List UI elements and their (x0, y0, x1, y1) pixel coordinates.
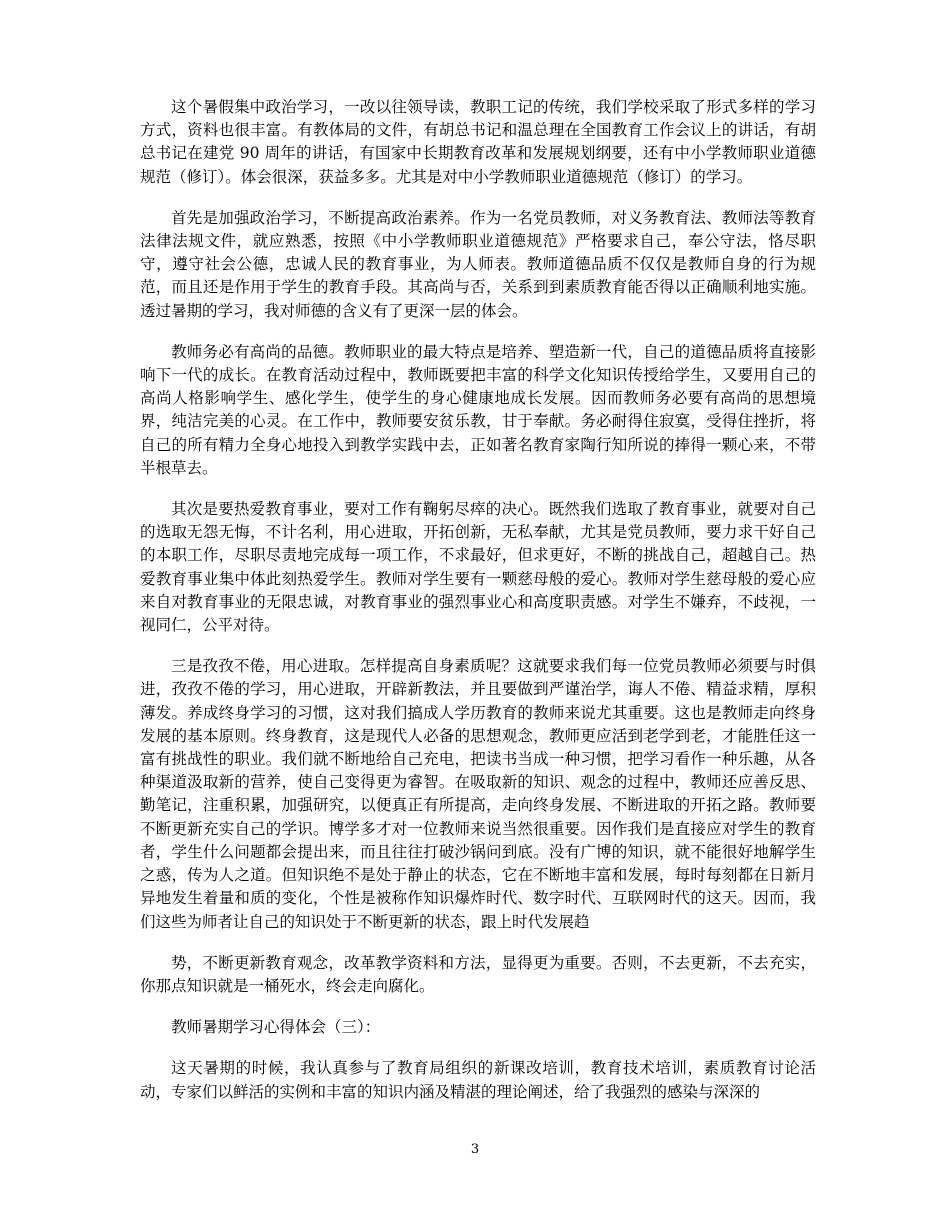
page-number: 3 (470, 1142, 480, 1157)
paragraph-7: 这天暑期的时候，我认真参与了教育局组织的新课改培训，教育技术培训，素质教育讨论活动，专家们以鲜活的实例和丰富的知识内涵及精湛的理论阐述，给了我强烈的感染与深深的 (140, 1059, 816, 1101)
section-heading: 教师暑期学习心得体会（三）： (171, 1018, 381, 1037)
paragraph-6: 势，不断更新教育观念，改革教学资料和方法，显得更为重要。否则，不去更新，不去充实，你那点知识就是一桶死水，终会走向腐化。 (140, 953, 816, 995)
paragraph-2: 首先是加强政治学习，不断提高政治素养。作为一名党员教师，对义务教育法、教师法等教育法律法规文件，就应熟悉，按照《中小学教师职业道德规范》严格要求自己，奉公守法，恪尽职守，遵守社会公德，忠诚人民的教育事业，为人师表。教师道德品质不仅仅是教师自身的行为规范，而且还是作用于学生的教育手段。其高尚与否，关系到到素质教育能否得以正确顺利地实施。透过暑期的学习，我对师德的含义有了更深一层的体会。 (140, 208, 816, 320)
document-body (140, 96, 816, 1104)
paragraph-3: 教师务必有高尚的品德。教师职业的最大特点是培养、塑造新一代，自己的道德品质将直接影响下一代的成长。在教育活动过程中，教师既要把丰富的科学文化知识传授给学生，又要用自己的高尚人格影响学生、感化学生，使学生的身心健康地成长发展。因而教师务必要有高尚的思想境界，纯洁完美的心灵。在工作中，教师要安贫乐教，甘于奉献。务必耐得住寂寞，受得住挫折，将自己的所有精力全身心地投入到教学实践中去，正如著名教育家陶行知所说的捧得一颗心来，不带半根草去。 (140, 342, 816, 477)
paragraph-4: 其次是要热爱教育事业，要对工作有鞠躬尽瘁的决心。既然我们选取了教育事业，就要对自己的选取无怨无悔，不计名利，用心进取，开拓创新，无私奉献，尤其是党员教师，要力求干好自己的本职工作，尽职尽责地完成每一项工作，不求最好，但求更好，不断的挑战自己，超越自己。热爱教育事业集中体此刻热爱学生。教师对学生要有一颗慈母般的爱心。教师对学生慈母般的爱心应来自对教育事业的无限忠诚，对教育事业的强烈事业心和高度职责感。对学生不嫌弃，不歧视，一视同仁，公平对待。 (140, 500, 816, 635)
paragraph-1: 这个暑假集中政治学习，一改以往领导读，教职工记的传统，我们学校采取了形式多样的学习方式，资料也很丰富。有教体局的文件，有胡总书记和温总理在全国教育工作会议上的讲话，有胡总书记在建党 90 周年的讲话，有国家中长期教育改革和发展规划纲要，还有中小学教师职业道德规范（修订）。体会很深，获益多多。尤其是对中小学教师职业道德规范（修订）的学习。 (140, 98, 816, 186)
paragraph-5: 三是孜孜不倦，用心进取。怎样提高自身素质呢？这就要求我们每一位党员教师必须要与时俱进，孜孜不倦的学习，用心进取，开辟新教法，并且要做到严谨治学，诲人不倦、精益求精，厚积薄发。养成终身学习的习惯，这对我们搞成人学历教育的教师来说尤其重要。这也是教师走向终身发展的基本原则。终身教育，这是现代人必备的思想观念，教师更应活到老学到老，才能胜任这一富有挑战性的职业。我们就不断地给自己充电，把读书当成一种习惯，把学习看作一种乐趣，从各种渠道汲取新的营养，使自己变得更为睿智。在吸取新的知识、观念的过程中，教师还应善反思、勤笔记，注重积累，加强研究，以便真正有所提高，走向终身发展、不断进取的开拓之路。教师要不断更新充实自己的学识。博学多才对一位教师来说当然很重要。因作我们是直接应对学生的教育者，学生什么问题都会提出来，而且往往打破沙锅问到底。没有广博的知识，就不能很好地解学生之惑，传为人之道。但知识绝不是处于静止的状态，它在不断地丰富和发展，每时每刻都在日新月异地发生着量和质的变化，个性是被称作知识爆炸时代、数字时代、互联网时代的这天。因而，我们这些为师者让自己的知识处于不断更新的状态，跟上时代发展趋 (140, 657, 816, 931)
